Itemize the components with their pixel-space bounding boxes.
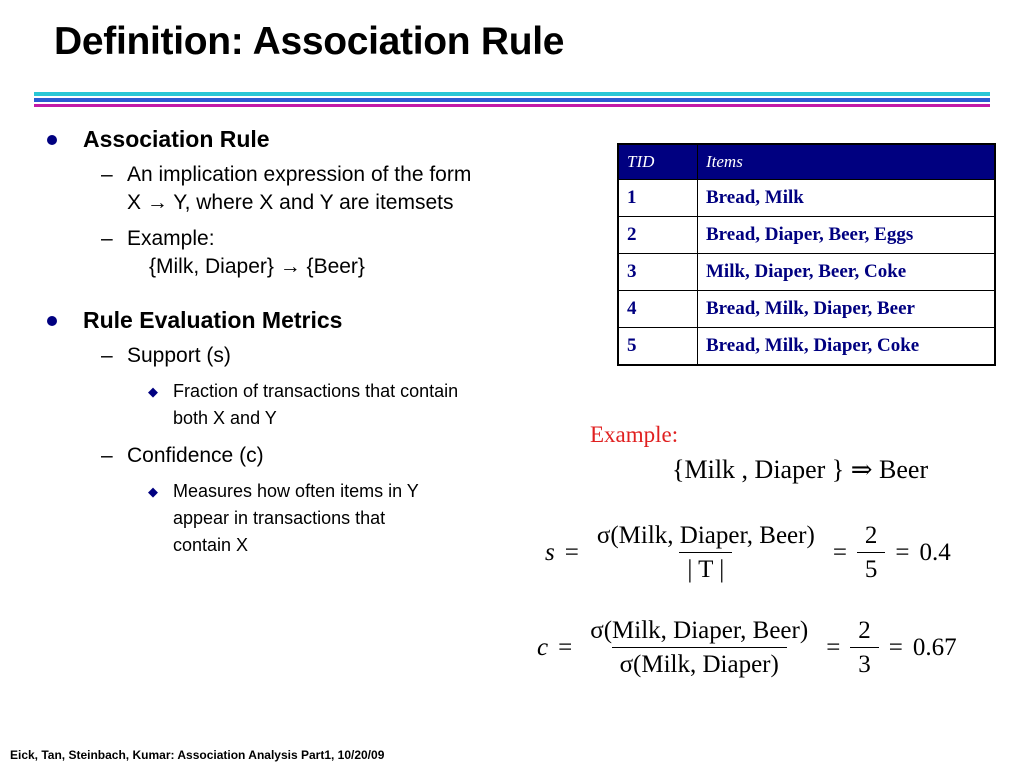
bullet-text: Confidence (c) bbox=[127, 444, 264, 467]
dash-icon: – bbox=[101, 163, 113, 186]
table-row bbox=[618, 291, 995, 328]
fraction-denominator: 5 bbox=[857, 552, 886, 584]
sub-sub-bullet-confidence-detail bbox=[40, 478, 580, 559]
bullet-list bbox=[40, 126, 580, 569]
support-var: s bbox=[545, 539, 555, 566]
cell-items: Bread, Milk, Diaper, Beer bbox=[698, 291, 996, 328]
header-items: Items bbox=[698, 144, 996, 180]
example-rule-text: {Milk, Diaper} → {Beer} bbox=[149, 255, 365, 278]
fraction-denominator: σ(Milk, Diaper) bbox=[612, 647, 787, 679]
confidence-formula bbox=[537, 617, 957, 679]
sub-bullet-support bbox=[40, 342, 580, 370]
fraction-denominator: 3 bbox=[850, 647, 879, 679]
equals-sign: = bbox=[888, 634, 903, 661]
fraction-numerator: 2 bbox=[858, 617, 871, 644]
bullet-dot-icon bbox=[47, 316, 57, 326]
divider-cyan bbox=[34, 92, 990, 96]
bullet-text: appear in transactions that bbox=[173, 508, 386, 528]
bullet-heading: Rule Evaluation Metrics bbox=[83, 307, 343, 333]
confidence-result: 0.67 bbox=[912, 634, 957, 661]
cell-tid: 1 bbox=[618, 180, 698, 217]
cell-items: Bread, Diaper, Beer, Eggs bbox=[698, 217, 996, 254]
bullet-text: Example: bbox=[127, 227, 215, 250]
sub-bullet-example bbox=[40, 225, 580, 281]
cell-tid: 3 bbox=[618, 254, 698, 291]
bullet-text: contain X bbox=[173, 535, 249, 555]
transactions-table bbox=[617, 143, 996, 366]
equals-sign: = bbox=[564, 539, 579, 566]
cell-tid: 2 bbox=[618, 217, 698, 254]
dash-icon: – bbox=[101, 444, 113, 467]
diamond-icon: ◆ bbox=[148, 384, 158, 399]
confidence-value-fraction bbox=[850, 617, 879, 679]
example-label: Example: bbox=[590, 422, 679, 447]
divider-magenta bbox=[34, 104, 990, 107]
bullet-text: Support (s) bbox=[127, 344, 231, 367]
cell-tid: 5 bbox=[618, 328, 698, 366]
header-tid: TID bbox=[618, 144, 698, 180]
sub-bullet-implication bbox=[40, 161, 580, 217]
confidence-var: c bbox=[537, 634, 549, 661]
bullet-text: Fraction of transactions that contain bbox=[173, 381, 459, 401]
table-row bbox=[618, 254, 995, 291]
cell-items: Bread, Milk bbox=[698, 180, 996, 217]
bullet-association-rule bbox=[40, 126, 580, 153]
cell-items: Milk, Diaper, Beer, Coke bbox=[698, 254, 996, 291]
fraction-numerator: σ(Milk, Diaper, Beer) bbox=[590, 617, 809, 644]
table-row bbox=[618, 180, 995, 217]
dash-icon: – bbox=[101, 227, 113, 250]
fraction-denominator: | T | bbox=[679, 552, 732, 584]
bullet-rule-evaluation bbox=[40, 307, 580, 334]
equals-sign: = bbox=[895, 539, 910, 566]
fraction-numerator: σ(Milk, Diaper, Beer) bbox=[596, 522, 815, 549]
support-value-fraction bbox=[857, 522, 886, 584]
sub-bullet-confidence bbox=[40, 442, 580, 470]
table-row bbox=[618, 328, 995, 366]
bullet-text: both X and Y bbox=[173, 408, 277, 428]
transactions-table-wrap bbox=[617, 143, 996, 366]
equals-sign: = bbox=[832, 539, 847, 566]
bullet-heading: Association Rule bbox=[83, 126, 270, 152]
support-main-fraction bbox=[589, 522, 823, 584]
support-formula bbox=[545, 522, 951, 584]
example-rule: {Milk , Diaper } ⇒ Beer bbox=[672, 455, 929, 484]
table-header-row bbox=[618, 144, 995, 180]
bullet-text: An implication expression of the form bbox=[127, 163, 472, 186]
cell-items: Bread, Milk, Diaper, Coke bbox=[698, 328, 996, 366]
sub-sub-bullet-support-detail bbox=[40, 378, 580, 432]
slide-footer: Eick, Tan, Steinbach, Kumar: Association Analysis Part1, 10/20/09 bbox=[10, 748, 385, 762]
table-row bbox=[618, 217, 995, 254]
divider-blue bbox=[34, 98, 990, 102]
bullet-dot-icon bbox=[47, 135, 57, 145]
slide-title: Definition: Association Rule bbox=[54, 20, 565, 63]
equals-sign: = bbox=[826, 634, 841, 661]
diamond-icon: ◆ bbox=[148, 484, 158, 499]
support-result: 0.4 bbox=[919, 539, 951, 566]
cell-tid: 4 bbox=[618, 291, 698, 328]
equals-sign: = bbox=[558, 634, 573, 661]
bullet-text: Measures how often items in Y bbox=[173, 481, 419, 501]
dash-icon: – bbox=[101, 344, 113, 367]
confidence-main-fraction bbox=[582, 617, 816, 679]
bullet-text: X → Y, where X and Y are itemsets bbox=[127, 191, 454, 214]
fraction-numerator: 2 bbox=[864, 522, 878, 549]
